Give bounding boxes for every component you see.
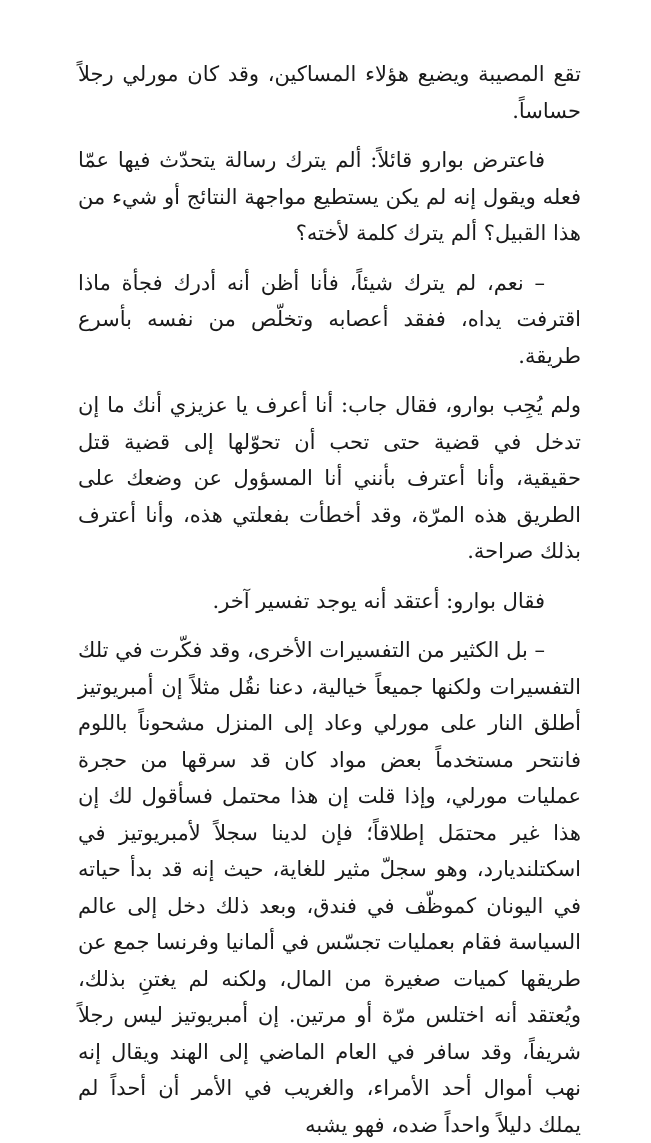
paragraph-3: – نعم، لم يترك شيئاً، فأنا أظن أنه أدرك فجأة ماذا اقترفت يداه، ففقد أعصابه وتخلّص من نفسه بأسرع طريقة. — [78, 270, 581, 368]
paragraph-4: ولم يُجِب بوارو، فقال جاب: أنا أعرف يا عزيزي أنك ما إن تدخل في قضية حتى تحب أن تحوّلها إلى قضية قتل حقيقية، وأنا أعترف بأنني أنا المسؤول عن وضعك على الطريق هذه المرّة، وقد أخطأت بفعلتي هذه، وأنا أعترف بذلك صراحة. — [78, 393, 581, 563]
paragraph-2: فاعترض بوارو قائلاً: ألم يترك رسالة يتحدّث فيها عمّا فعله ويقول إنه لم يكن يستطيع مواجهة النتائج أو شيء من هذا القبيل؟ ألم يترك كلمة لأخته؟ — [78, 148, 581, 245]
paragraph-6: – بل الكثير من التفسيرات الأخرى، وقد فكّرت في تلك التفسيرات ولكنها جميعاً خيالية، دعنا نقُل مثلاً إن أمبريوتيز أطلق النار على مورلي وعاد إلى المنزل مشحوناً باللوم فانتحر مستخدماً بعض مواد كان قد سرقها من حجرة عمليات مورلي، وإذا قلت إن هذا محتمل فسأقول لك إن هذا غير محتمَل إطلاقاً؛ فإن لدينا سجلاً لأمبريوتيز في اسكتلنديارد، وهو سجلّ مثير للغاية، حيث إنه قد بدأ حياته في اليونان كموظّف في فندق، وبعد ذلك دخل إلى عالم السياسة فقام بعمليات تجسّس في ألمانيا وفرنسا جمع عن طريقها كميات صغيرة من المال، ولكنه لم يغتنِ بذلك، ويُعتقد أنه اختلس مرّة أو مرتين. إن أمبريوتيز ليس رجلاً شريفاً، وقد سافر في العام الماضي إلى الهند ويقال إنه نهب أموال أحد الأمراء، والغريب في الأمر أن أحداً لم يملك دليلاً واحداً ضده، فهو يشبه — [78, 638, 581, 1137]
paragraph-1: تقع المصيبة ويضيع هؤلاء المساكين، وقد كان مورلي رجلاً حساساً. — [78, 62, 581, 123]
paragraph-5: فقال بوارو: أعتقد أنه يوجد تفسير آخر. — [212, 588, 545, 613]
